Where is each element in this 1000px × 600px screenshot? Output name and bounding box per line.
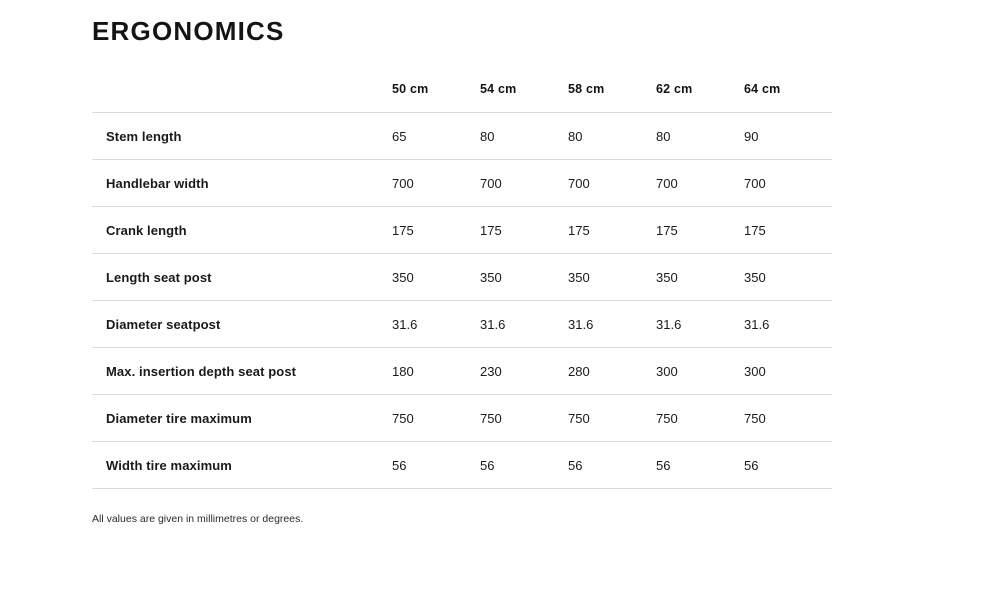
cell-value: 700 — [480, 160, 568, 207]
cell-value: 175 — [392, 207, 480, 254]
cell-value: 750 — [744, 395, 832, 442]
cell-value: 175 — [480, 207, 568, 254]
cell-value: 56 — [392, 442, 480, 489]
cell-value: 90 — [744, 113, 832, 160]
cell-value: 56 — [656, 442, 744, 489]
cell-value: 65 — [392, 113, 480, 160]
cell-value: 175 — [568, 207, 656, 254]
row-label: Handlebar width — [92, 160, 392, 207]
cell-value: 280 — [568, 348, 656, 395]
cell-value: 700 — [568, 160, 656, 207]
cell-value: 350 — [480, 254, 568, 301]
cell-value: 31.6 — [568, 301, 656, 348]
page-title: ERGONOMICS — [92, 16, 285, 46]
cell-value: 31.6 — [656, 301, 744, 348]
table-row — [92, 113, 832, 160]
column-header-size-54: 54 cm — [480, 82, 568, 113]
table-footnote: All values are given in millimetres or degrees. — [92, 513, 304, 525]
table-row — [92, 301, 832, 348]
table-row — [92, 254, 832, 301]
cell-value: 31.6 — [480, 301, 568, 348]
table-body — [92, 113, 832, 489]
table-row — [92, 207, 832, 254]
table-row — [92, 442, 832, 489]
cell-value: 350 — [392, 254, 480, 301]
cell-value: 750 — [656, 395, 744, 442]
cell-value: 750 — [392, 395, 480, 442]
cell-value: 180 — [392, 348, 480, 395]
row-label: Crank length — [92, 207, 392, 254]
row-label: Diameter seatpost — [92, 301, 392, 348]
row-label: Diameter tire maximum — [92, 395, 392, 442]
cell-value: 80 — [568, 113, 656, 160]
table-row — [92, 160, 832, 207]
cell-value: 175 — [656, 207, 744, 254]
column-header-size-50: 50 cm — [392, 82, 480, 113]
cell-value: 80 — [480, 113, 568, 160]
ergonomics-table-container — [92, 82, 832, 489]
row-label: Max. insertion depth seat post — [92, 348, 392, 395]
cell-value: 56 — [744, 442, 832, 489]
cell-value: 56 — [480, 442, 568, 489]
cell-value: 300 — [656, 348, 744, 395]
cell-value: 80 — [656, 113, 744, 160]
cell-value: 31.6 — [744, 301, 832, 348]
cell-value: 350 — [568, 254, 656, 301]
cell-value: 350 — [744, 254, 832, 301]
cell-value: 700 — [744, 160, 832, 207]
column-header-measurement — [92, 82, 392, 113]
cell-value: 350 — [656, 254, 744, 301]
column-header-size-62: 62 cm — [656, 82, 744, 113]
table-row — [92, 395, 832, 442]
column-header-size-58: 58 cm — [568, 82, 656, 113]
cell-value: 700 — [392, 160, 480, 207]
cell-value: 230 — [480, 348, 568, 395]
row-label: Width tire maximum — [92, 442, 392, 489]
row-label: Length seat post — [92, 254, 392, 301]
cell-value: 750 — [568, 395, 656, 442]
cell-value: 31.6 — [392, 301, 480, 348]
cell-value: 56 — [568, 442, 656, 489]
cell-value: 700 — [656, 160, 744, 207]
cell-value: 300 — [744, 348, 832, 395]
cell-value: 750 — [480, 395, 568, 442]
column-header-size-64: 64 cm — [744, 82, 832, 113]
cell-value: 175 — [744, 207, 832, 254]
table-row — [92, 348, 832, 395]
table-header-row — [92, 82, 832, 113]
row-label: Stem length — [92, 113, 392, 160]
ergonomics-spec-table — [92, 82, 832, 489]
table-header — [92, 82, 832, 113]
